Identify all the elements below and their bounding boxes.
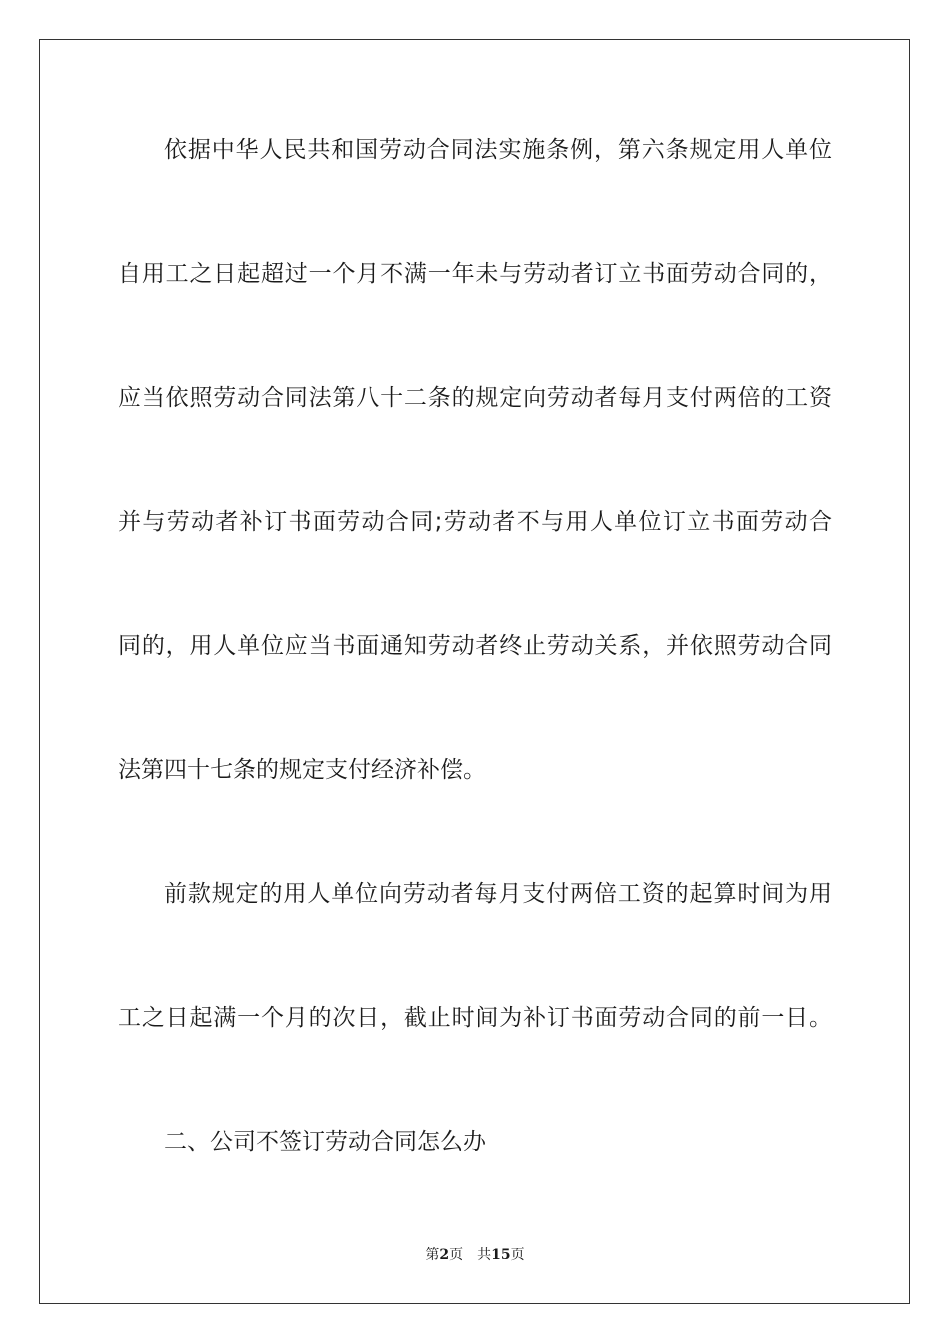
- page-prefix: 第: [425, 1247, 440, 1263]
- paragraph-1-line-3: 应当依照劳动合同法第八十二条的规定向劳动者每月支付两倍的工资: [118, 385, 832, 411]
- page-border: [39, 39, 910, 1304]
- paragraph-1-line-4: 并与劳动者补订书面劳动合同;劳动者不与用人单位订立书面劳动合: [118, 509, 832, 535]
- page-footer: [0, 1246, 950, 1264]
- total-prefix: 共: [477, 1247, 492, 1263]
- total-pages: 15: [491, 1247, 511, 1263]
- paragraph-1-line-1: 依据中华人民共和国劳动合同法实施条例，第六条规定用人单位: [164, 137, 832, 163]
- total-suffix: 页: [510, 1247, 525, 1263]
- paragraph-2-line-1: 前款规定的用人单位向劳动者每月支付两倍工资的起算时间为用: [164, 881, 832, 907]
- paragraph-1-line-2: 自用工之日起超过一个月不满一年未与劳动者订立书面劳动合同的，: [118, 261, 832, 287]
- page-suffix: 页: [449, 1247, 464, 1263]
- section-heading: 二、公司不签订劳动合同怎么办: [164, 1129, 486, 1155]
- paragraph-1-line-5: 同的，用人单位应当书面通知劳动者终止劳动关系，并依照劳动合同: [118, 633, 832, 659]
- paragraph-1-line-6: 法第四十七条的规定支付经济补偿。: [118, 757, 486, 783]
- page-number: 2: [439, 1247, 450, 1263]
- paragraph-2-line-2: 工之日起满一个月的次日，截止时间为补订书面劳动合同的前一日。: [118, 1005, 832, 1031]
